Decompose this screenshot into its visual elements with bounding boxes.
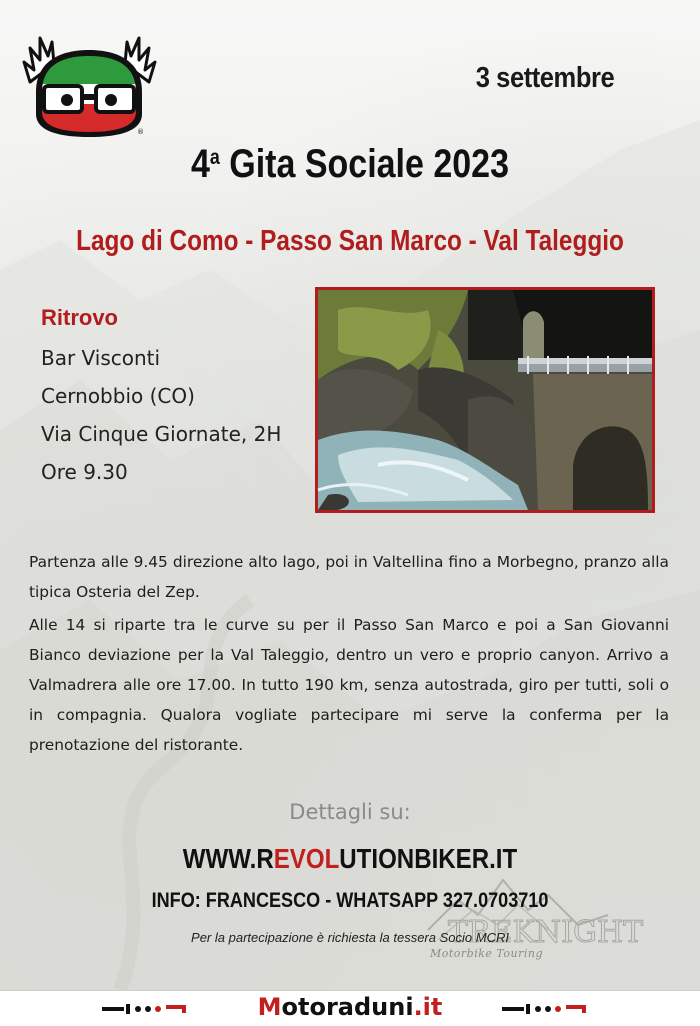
brand-initial: M (257, 993, 282, 1021)
description-paragraph: Alle 14 si riparte tra le curve su per il Passo San Marco e poi a San Giovanni Bianco deviazione per la Val Taleggio, dentro un vero e proprio canyon. Arrivo a Valmadrera alle ore 17.00. In tutto 190 km, senza autostrada, giro per tutti, soli o in compagnia. Qualora vogliate partecipare mi serve la conferma per la prenotazione del ristorante. (29, 616, 669, 754)
footer-bar (0, 990, 700, 1026)
meeting-address: Via Cinque Giornate, 2H (41, 422, 282, 446)
meeting-venue: Bar Visconti (41, 346, 161, 370)
website-part: WWW.R (182, 843, 274, 874)
meeting-point (41, 301, 311, 491)
title-ordinal: a (209, 146, 220, 169)
details-label: Dettagli su: (289, 800, 411, 824)
route-subtitle: Lago di Como - Passo San Marco - Val Taleggio (76, 225, 624, 257)
svg-text:®: ® (137, 128, 144, 136)
title-rest: Gita Sociale 2023 (219, 142, 510, 186)
contact-info: INFO: FRANCESCO - WHATSAPP 327.0703710 (151, 889, 549, 912)
page-title (53, 142, 648, 187)
helmet-goggles-mascot-icon (22, 22, 157, 142)
website-highlight: EVOL (273, 843, 340, 874)
meeting-time: Ore 9.30 (41, 460, 128, 484)
canyon-photo (315, 287, 655, 513)
description (29, 547, 669, 763)
brand-tld: .it (413, 993, 443, 1021)
watermark-caption: Motorbike Touring (430, 947, 544, 960)
brand-name: otoraduni (281, 993, 414, 1021)
svg-text:TREKNIGHT: TREKNIGHT (448, 915, 644, 950)
meeting-heading: Ritrovo (41, 305, 118, 330)
website-part: UTIONBIKER.IT (339, 843, 518, 874)
event-date: 3 settembre (475, 62, 615, 94)
mountain-watermark-icon (418, 870, 644, 980)
dots-decoration-icon (502, 1003, 588, 1015)
membership-note: Per la partecipazione è richiesta la tessera Socio MCRI (191, 930, 509, 945)
description-paragraph: Partenza alle 9.45 direzione alto lago, poi in Valtellina fino a Morbegno, pranzo alla tipica Osteria del Zep. (29, 553, 669, 601)
footer-brand[interactable] (0, 993, 700, 1021)
meeting-town: Cernobbio (CO) (41, 384, 195, 408)
website-link[interactable] (49, 843, 651, 875)
title-number: 4 (190, 142, 210, 186)
